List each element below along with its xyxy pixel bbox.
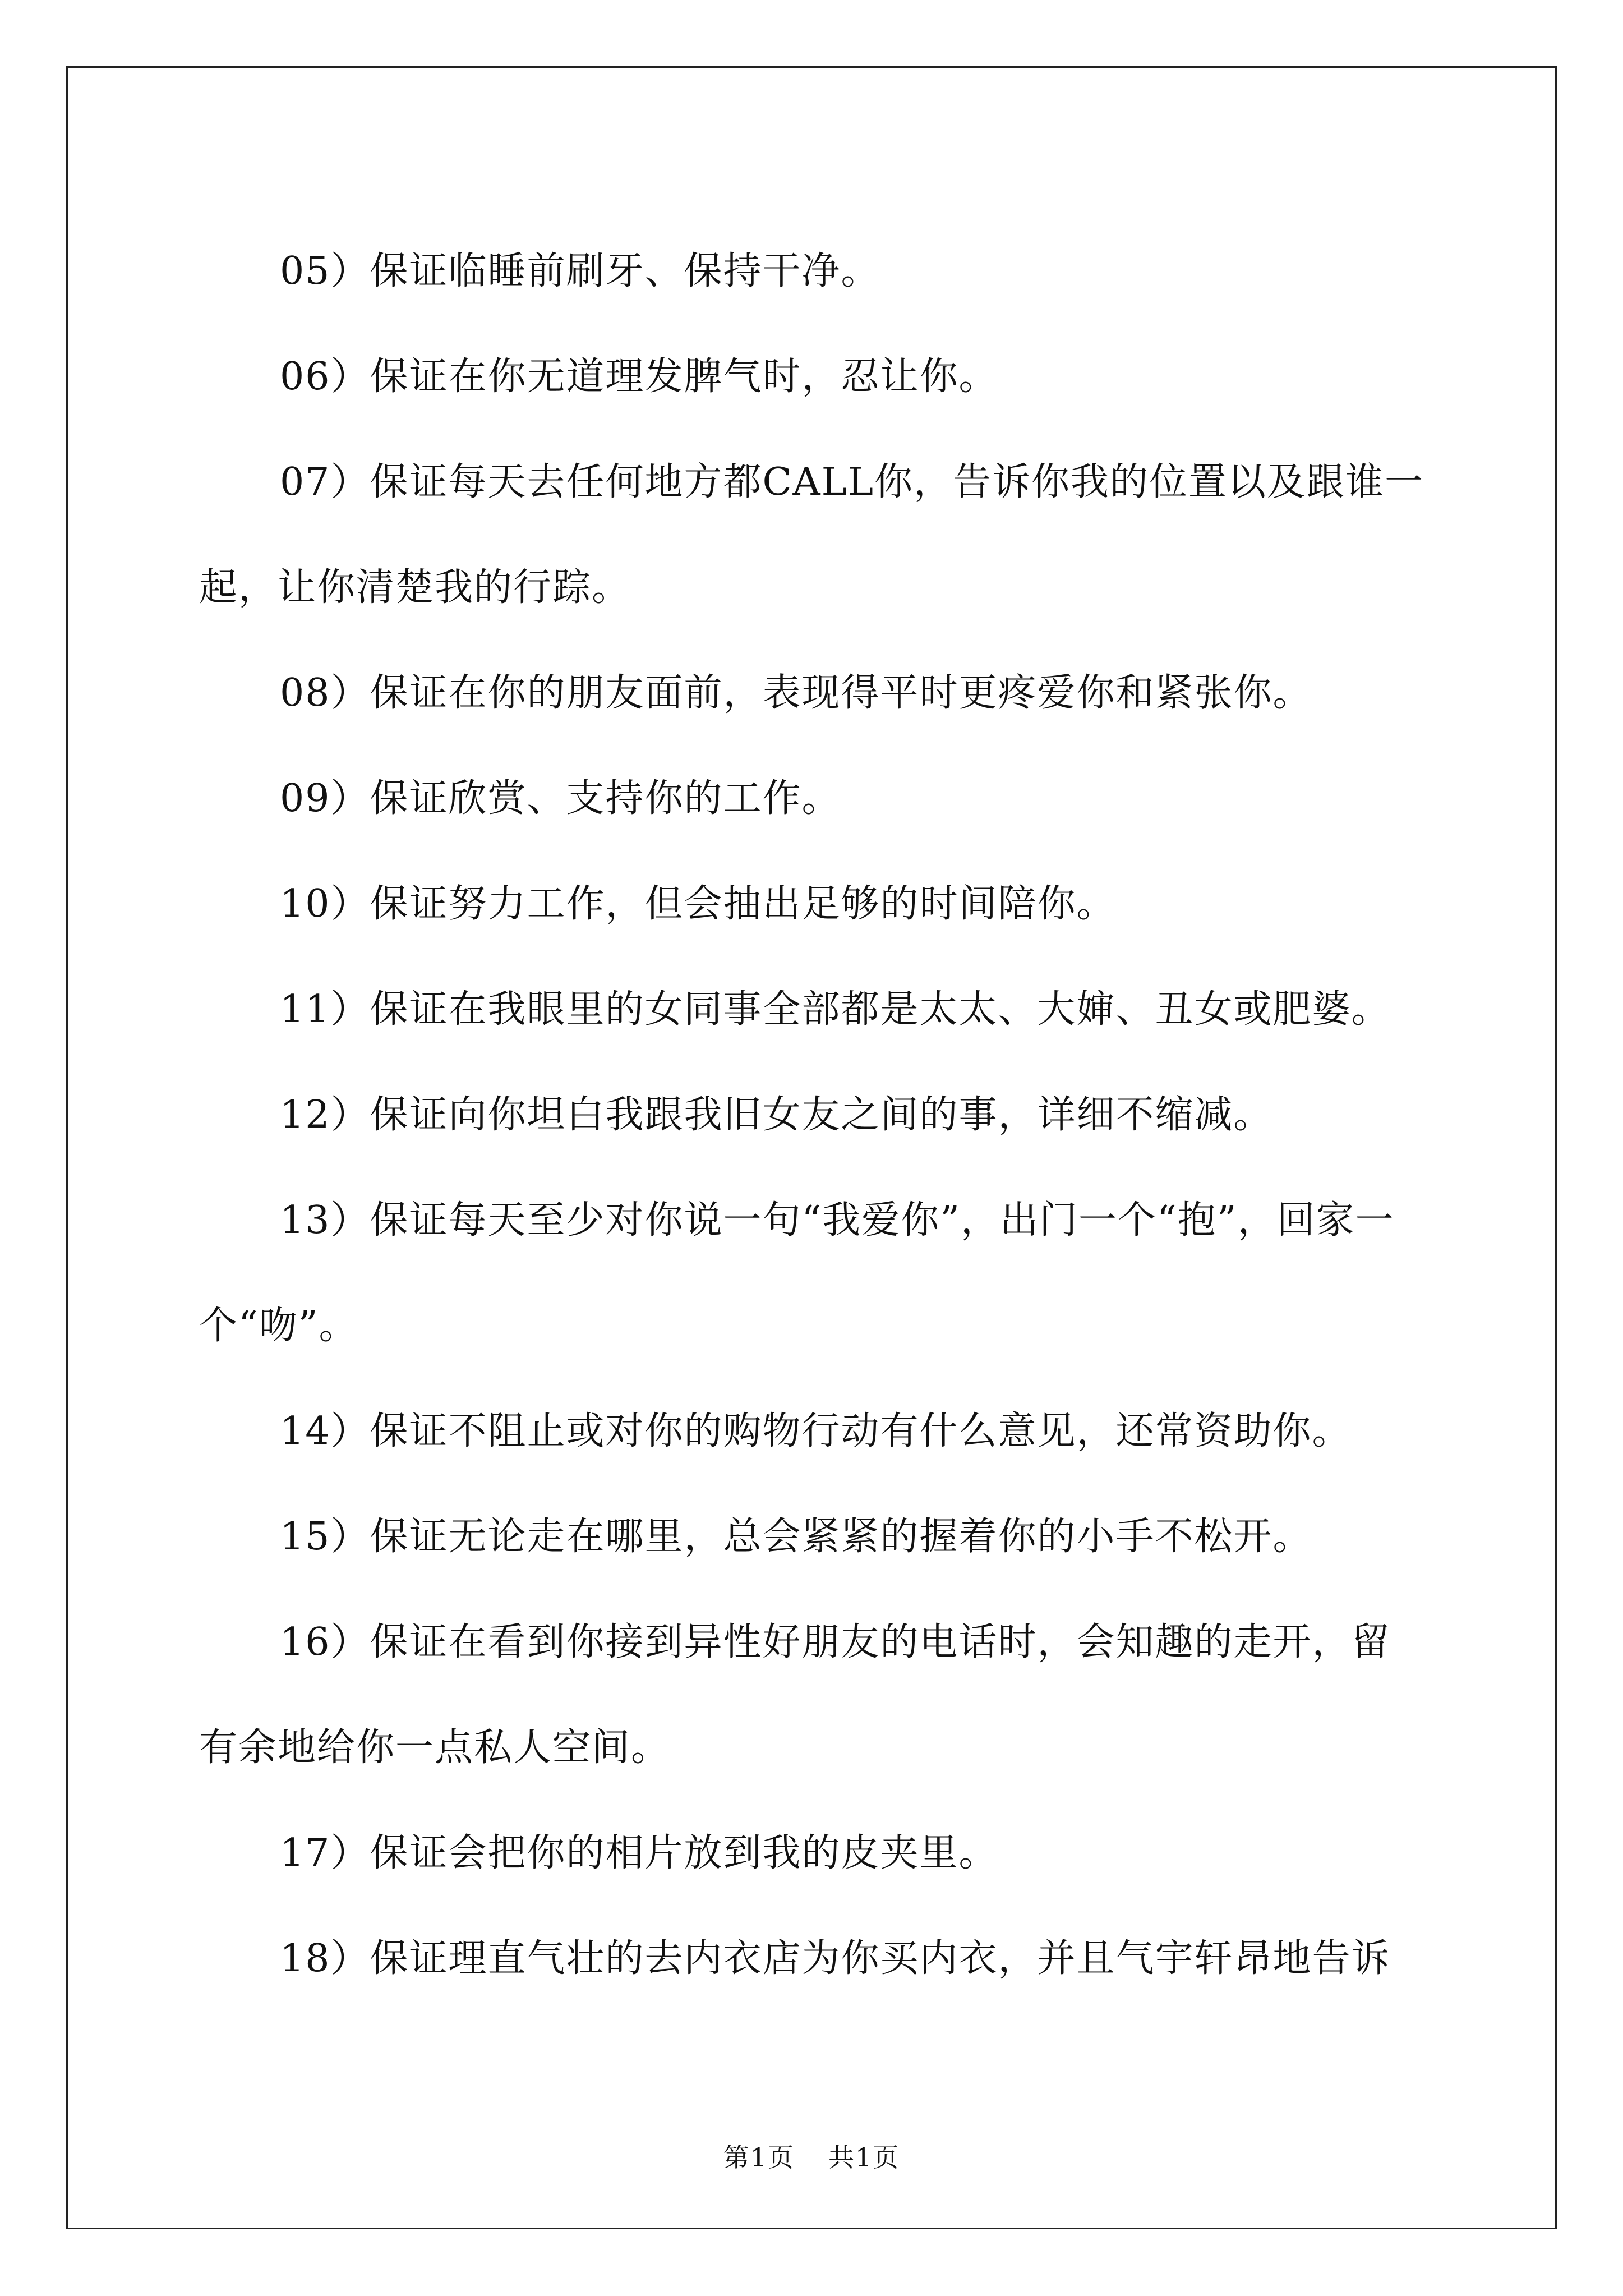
page-total: 共1页 [828,2142,900,2173]
paragraph-11: 11）保证在我眼里的女同事全部都是太太、大婶、丑女或肥婆。 [280,987,1391,1032]
paragraph-05: 05）保证临睡前刷牙、保持干净。 [280,249,880,293]
paragraph-06: 06）保证在你无道理发脾气时，忍让你。 [280,355,998,399]
paragraph-15: 15）保证无论走在哪里，总会紧紧的握着你的小手不松开。 [280,1515,1312,1559]
paragraph-16: 16）保证在看到你接到异性好朋友的电话时，会知趣的走开，留有余地给你一点私人空间。 [199,1620,1391,1770]
paragraph-12: 12）保证向你坦白我跟我旧女友之间的事，详细不缩减。 [280,1093,1273,1137]
paragraph-10: 10）保证努力工作，但会抽出足够的时间陪你。 [280,882,1116,926]
paragraph-08: 08）保证在你的朋友面前，表现得平时更疼爱你和紧张你。 [280,671,1312,715]
page-number: 第1页 [723,2142,795,2173]
paragraph-13: 13）保证每天至少对你说一句“我爱你”，出门一个“抱”，回家一个“吻”。 [199,1198,1395,1348]
paragraph-07: 07）保证每天去任何地方都CALL你，告诉你我的位置以及跟谁一起，让你清楚我的行踪。 [199,460,1424,610]
page-footer [0,2137,1623,2174]
document-body [199,219,1427,2012]
paragraph-09: 09）保证欣赏、支持你的工作。 [280,776,841,821]
paragraph-14: 14）保证不阻止或对你的购物行动有什么意见，还常资助你。 [280,1409,1352,1453]
paragraph-18: 18）保证理直气壮的去内衣店为你买内衣，并且气宇轩昂地告诉 [280,1936,1391,1981]
paragraph-17: 17）保证会把你的相片放到我的皮夹里。 [280,1831,998,1875]
